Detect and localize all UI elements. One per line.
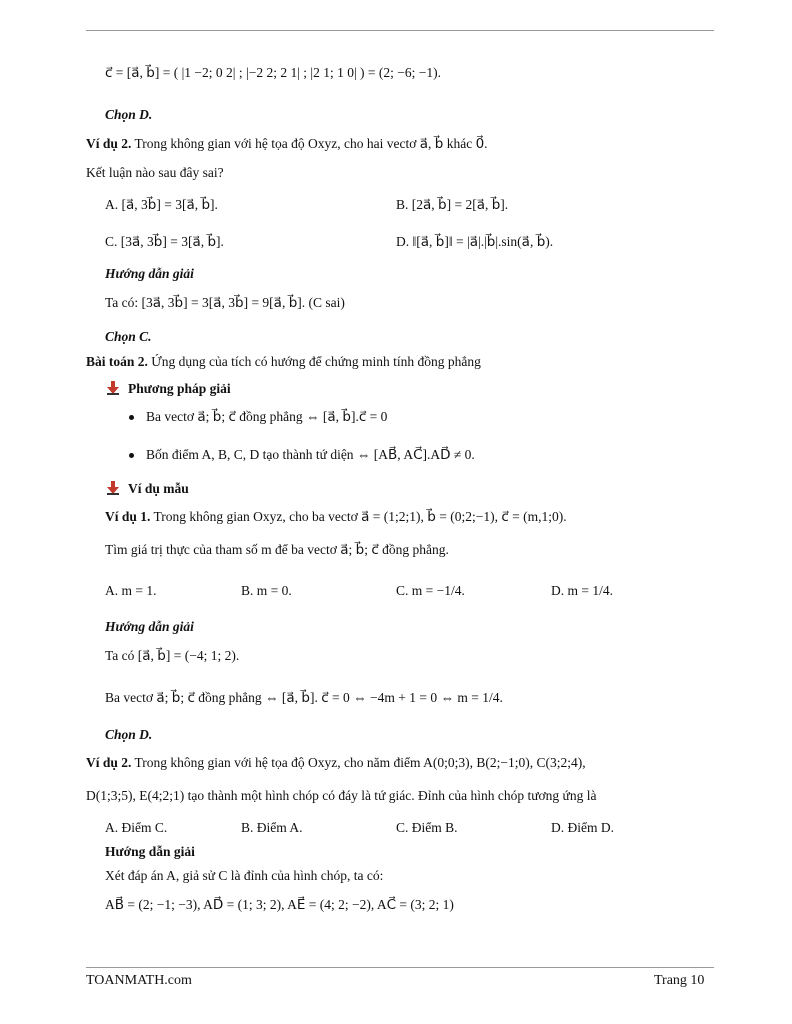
example-2-statement bbox=[86, 754, 586, 772]
option-d: D. ‖[a⃗, b⃗]‖ = |a⃗|.|b⃗|.sin(a⃗, b⃗). bbox=[396, 234, 554, 249]
problem-text: Ứng dụng của tích có hướng để chứng minh tính đồng phẳng bbox=[147, 354, 481, 369]
answer-choice: Chọn D. bbox=[105, 107, 153, 122]
problem-label: Bài toán 2. bbox=[86, 354, 148, 369]
down-arrow-bullet-icon bbox=[107, 381, 119, 395]
example-2-statement bbox=[86, 135, 488, 153]
example-1-statement bbox=[105, 508, 567, 526]
answer-choice: Chọn D. bbox=[105, 727, 153, 742]
solution-text: Xét đáp án A, giả sử C là đỉnh của hình chóp, ta có: bbox=[105, 868, 384, 883]
question-text: Kết luận nào sau đây sai? bbox=[86, 165, 224, 180]
vector-list: AB⃗ = (2; −1; −3), AD⃗ = (1; 3; 2), AE⃗ = (4; 2; −2), AC⃗ = (3; 2; 1) bbox=[105, 897, 454, 912]
question-text: Tìm giá trị thực của tham số m để ba vectơ a⃗; b⃗; c⃗ đồng phẳng. bbox=[105, 542, 449, 557]
solution-text: Ta có [a⃗, b⃗] = (−4; 1; 2). bbox=[105, 648, 240, 663]
footer-site: TOANMATH.com bbox=[86, 973, 192, 988]
tetrahedron-condition: Bốn điểm A, B, C, D tạo thành tứ diện ⇔ [AB⃗, AC⃗].AD⃗ ≠ 0. bbox=[146, 447, 475, 462]
sample-examples-heading: Ví dụ mẫu bbox=[128, 481, 189, 496]
coplanar-condition: Ba vectơ a⃗; b⃗; c⃗ đồng phẳng ⇔ [a⃗, b⃗].c⃗ = 0 bbox=[146, 409, 388, 424]
footer-rule bbox=[86, 967, 714, 968]
option-a: A. m = 1. bbox=[105, 583, 157, 598]
down-arrow-bullet-icon bbox=[107, 481, 119, 495]
example-text: Trong không gian với hệ tọa độ Oxyz, cho năm điểm A(0;0;3), B(2;−1;0), C(3;2;4), bbox=[131, 755, 586, 770]
answer-choice: Chọn C. bbox=[105, 329, 152, 344]
option-a: A. [a⃗, 3b⃗] = 3[a⃗, b⃗]. bbox=[105, 197, 218, 212]
solution-heading: Hướng dẫn giải bbox=[105, 619, 194, 634]
option-b: B. Điểm A. bbox=[241, 820, 303, 835]
solution-text: Ba vectơ a⃗; b⃗; c⃗ đồng phẳng ⇔ [a⃗, b⃗]. c⃗ = 0 ⇔ −4m + 1 = 0 ⇔ m = 1/4. bbox=[105, 690, 503, 705]
option-c: C. Điểm B. bbox=[396, 820, 458, 835]
solution-text: Ta có: [3a⃗, 3b⃗] = 3[a⃗, 3b⃗] = 9[a⃗, b⃗]. (C sai) bbox=[105, 295, 345, 310]
option-d: D. Điểm D. bbox=[551, 820, 614, 835]
solution-heading: Hướng dẫn giải bbox=[105, 266, 194, 281]
example-2-continued: D(1;3;5), E(4;2;1) tạo thành một hình chóp có đáy là tứ giác. Đỉnh của hình chóp tương ứng là bbox=[86, 788, 597, 803]
bullet-point bbox=[129, 453, 134, 458]
footer-page-number: Trang 10 bbox=[654, 973, 705, 988]
method-heading: Phương pháp giải bbox=[128, 381, 231, 396]
option-d: D. m = 1/4. bbox=[551, 583, 613, 598]
solution-heading: Hướng dẫn giải bbox=[105, 844, 195, 859]
example-label: Ví dụ 1. bbox=[105, 509, 151, 524]
example-text: Trong không gian Oxyz, cho ba vectơ a⃗ = (1;2;1), b⃗ = (0;2;−1), c⃗ = (m,1;0). bbox=[150, 509, 567, 524]
option-b: B. [2a⃗, b⃗] = 2[a⃗, b⃗]. bbox=[396, 197, 509, 212]
option-a: A. Điểm C. bbox=[105, 820, 168, 835]
option-c: C. [3a⃗, 3b⃗] = 3[a⃗, b⃗]. bbox=[105, 234, 224, 249]
header-rule bbox=[86, 30, 714, 31]
cross-product-result: c⃗ = [a⃗, b⃗] = ( |1 −2; 0 2| ; |−2 2; 2 1| ; |2 1; 1 0| ) = (2; −6; −1). bbox=[105, 65, 442, 80]
example-label: Ví dụ 2. bbox=[86, 136, 132, 151]
bullet-point bbox=[129, 415, 134, 420]
problem-2-title bbox=[86, 353, 481, 371]
option-c: C. m = −1/4. bbox=[396, 583, 465, 598]
example-label: Ví dụ 2. bbox=[86, 755, 132, 770]
option-b: B. m = 0. bbox=[241, 583, 292, 598]
example-text: Trong không gian với hệ tọa độ Oxyz, cho hai vectơ a⃗, b⃗ khác 0⃗. bbox=[131, 136, 488, 151]
